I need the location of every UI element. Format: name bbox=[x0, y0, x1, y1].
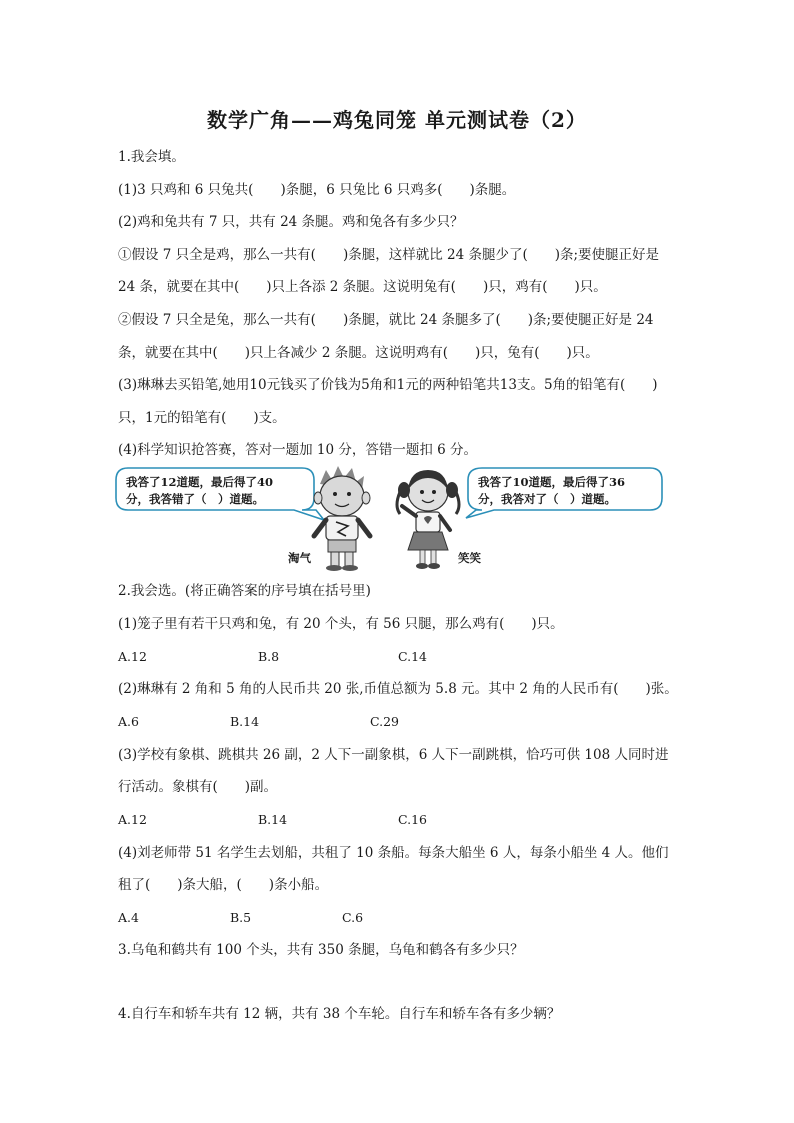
right-bubble-line2: 分，我答对了（ ）道题。 bbox=[478, 492, 616, 506]
s2-q1-option-c: C.14 bbox=[398, 649, 427, 664]
section-1-heading: 1.我会填。 bbox=[118, 149, 185, 165]
s2-question-3-line2: 行活动。象棋有( )副。 bbox=[118, 779, 278, 795]
s1-question-2b-line2: 条，就要在其中( )只上各减少 2 条腿。这说明鸡有( )只，兔有( )只。 bbox=[118, 345, 599, 361]
s1-question-3-line2: 只，1元的铅笔有( )支。 bbox=[118, 410, 286, 426]
girl-figure bbox=[397, 470, 459, 569]
left-bubble-line1: 我答了12道题，最后得了40 bbox=[126, 475, 274, 489]
s1-question-1: (1)3 只鸡和 6 只兔共( )条腿，6 只兔比 6 只鸡多( )条腿。 bbox=[118, 182, 516, 198]
s2-q3-option-c: C.16 bbox=[398, 812, 427, 827]
s2-q3-option-b: B.14 bbox=[258, 812, 288, 827]
s2-q3-option-a: A.12 bbox=[118, 812, 147, 827]
s2-q4-option-c: C.6 bbox=[342, 910, 364, 925]
s2-question-3-line1: (3)学校有象棋、跳棋共 26 副，2 人下一副象棋，6 人下一副跳棋，恰巧可供 108 人同时进 bbox=[118, 747, 669, 763]
s2-question-4-line1: (4)刘老师带 51 名学生去划船，共租了 10 条船。每条大船坐 6 人，每条小船坐 4 人。他们 bbox=[118, 845, 669, 861]
page-title: 数学广角——鸡兔同笼 单元测试卷（2） bbox=[207, 108, 587, 132]
s2-question-4-line2: 租了( )条大船，( )条小船。 bbox=[118, 877, 329, 893]
s1-question-2b-line1: ②假设 7 只全是兔，那么一共有( )条腿，就比 24 条腿多了( )条;要使腿正好是 24 bbox=[118, 312, 654, 328]
s2-question-2: (2)琳琳有 2 角和 5 角的人民币共 20 张,币值总额为 5.8 元。其中 2 角的人民币有( )张。 bbox=[118, 681, 678, 697]
s1-question-2a-line1: ①假设 7 只全是鸡，那么一共有( )条腿，这样就比 24 条腿少了( )条;要使腿正好是 bbox=[118, 247, 660, 263]
boy-name-label: 淘气 bbox=[288, 551, 311, 565]
s1-question-3-line1: (3)琳琳去买铅笔,她用10元钱买了价钱为5角和1元的两种铅笔共13支。5角的铅笔有( ) bbox=[118, 377, 658, 393]
s2-q2-option-a: A.6 bbox=[118, 714, 139, 729]
section-4-question: 4.自行车和轿车共有 12 辆，共有 38 个车轮。自行车和轿车各有多少辆？ bbox=[118, 1006, 561, 1022]
s1-question-4: (4)科学知识抢答赛，答对一题加 10 分，答错一题扣 6 分。 bbox=[118, 442, 478, 458]
s2-q1-option-a: A.12 bbox=[118, 649, 147, 664]
s2-q2-option-b: B.14 bbox=[230, 714, 260, 729]
s1-question-2: (2)鸡和兔共有 7 只，共有 24 条腿。鸡和兔各有多少只？ bbox=[118, 214, 464, 230]
girl-name-label: 笑笑 bbox=[458, 551, 481, 565]
right-bubble-line1: 我答了10道题，最后得了36 bbox=[478, 475, 626, 489]
s2-q4-option-b: B.5 bbox=[230, 910, 252, 925]
s2-q2-option-c: C.29 bbox=[370, 714, 399, 729]
section-3-question: 3.乌龟和鹤共有 100 个头，共有 350 条腿，乌龟和鹤各有多少只？ bbox=[118, 942, 524, 958]
section-2-heading: 2.我会选。(将正确答案的序号填在括号里) bbox=[118, 583, 371, 599]
s2-q4-option-a: A.4 bbox=[118, 910, 139, 925]
left-bubble-line2: 分，我答错了（ ）道题。 bbox=[126, 492, 264, 506]
quiz-illustration bbox=[110, 462, 680, 574]
s2-q1-option-b: B.8 bbox=[258, 649, 280, 664]
s2-question-1: (1)笼子里有若干只鸡和兔，有 20 个头，有 56 只腿，那么鸡有( )只。 bbox=[118, 616, 564, 632]
s1-question-2a-line2: 24 条，就要在其中( )只上各添 2 条腿。这说明兔有( )只，鸡有( )只。 bbox=[118, 279, 607, 295]
